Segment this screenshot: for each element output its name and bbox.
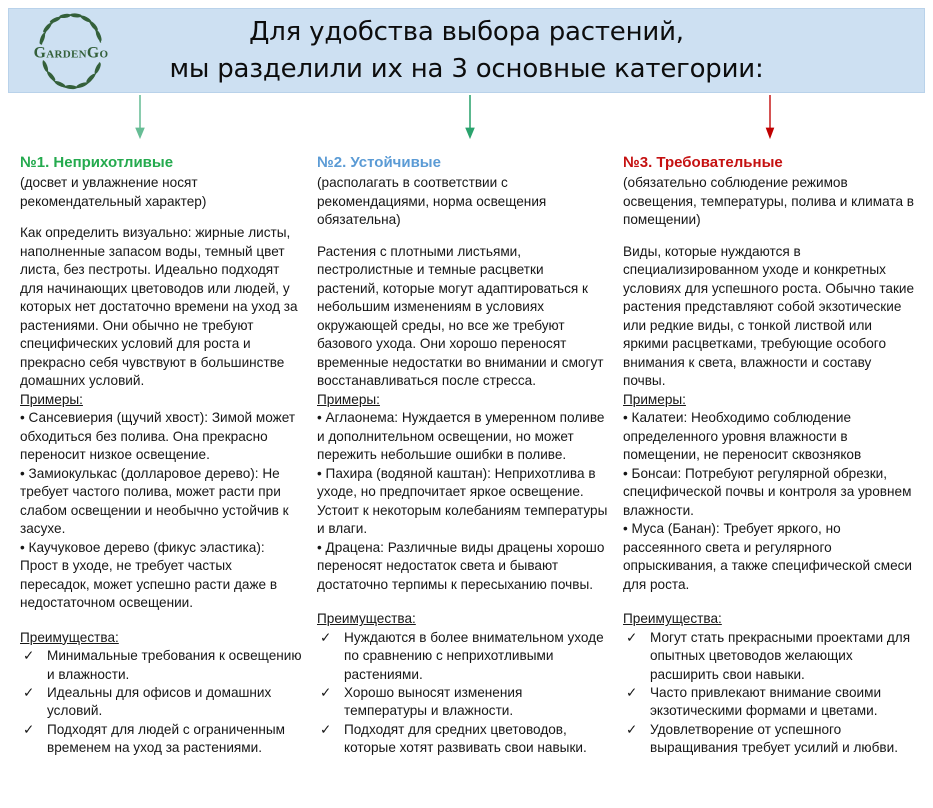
list-item: • Калатеи: Необходимо соблюдение определенного уровня влажности в помещении, не переносит сквозняков [623,409,916,464]
list-item: • Бонсаи: Потребуют регулярной обрезки, специфической почвы и контроля за уровнем влажности. [623,465,916,520]
list-item: • Замиокулькас (долларовое дерево): Не требует частого полива, может расти при слабом освещении и необычно устойчив к засухе. [20,465,303,539]
advantages-list [623,629,916,758]
list-item: ✓ Нуждаются в более внимательном уходе по сравнению с неприхотливыми растениями. [317,629,609,684]
list-item: ✓ Часто привлекают внимание своими экзотическими формами и цветами. [623,684,916,721]
list-item: • Каучуковое дерево (фикус эластика): Прост в уходе, не требует частых пересадок, может успешно расти даже в недостаточном освещении. [20,539,303,613]
category-columns [0,153,933,758]
category-heading: №1. Неприхотливые [20,154,174,171]
list-item: • Драцена: Различные виды драцены хорошо переносят недостаток света и бывают достаточно терпимы к пересыханию почвы. [317,539,609,594]
category-subtitle: (досвет и увлажнение носят рекомендательный характер) [20,175,207,209]
category-subtitle: (располагать в соответствии с рекомендациями, норма освещения обязательна) [317,175,547,228]
category-subtitle: (обязательно соблюдение режимов освещения, температуры, полива и климата в помещении) [623,175,915,228]
gardengo-logo [21,9,121,94]
down-arrow-icon [133,95,147,141]
list-item: ✓ Идеальны для офисов и домашних условий. [20,684,303,721]
category-column-1 [20,153,303,758]
list-item: ✓ Хорошо выносят изменения температуры и влажности. [317,684,609,721]
category-column-2 [317,153,609,758]
examples-label: Примеры: [623,391,686,407]
title-line-2: мы разделили их на 3 основные категории: [169,53,764,84]
down-arrow-icon [763,95,777,141]
title-line-1: Для удобства выбора растений, [249,16,684,47]
page-title [169,14,763,88]
category-description: Растения с плотными листьями, пестролистные и темные расцветки растений, которые могут адаптироваться к небольшим изменениям в условиях окружающей среды, но все же требуют базового ухода. Они хорошо переносят временные недостатки во внимании и смогут восстанавливаться после стресса. [317,243,604,389]
category-description: Виды, которые нуждаются в специализированном уходе и конкретных условиях для успешного роста. Обычно такие растения представляют собой экзотические или редкие виды, с тонкой листвой или яркими расцветками, требующие особого внимания к света, влажности и составу почвы. [623,243,915,389]
down-arrow-icon [463,95,477,141]
list-item: • Пахира (водяной каштан): Неприхотлива в уходе, но предпочитает яркое освещение. Устоит к некоторым колебаниям температуры и влаги. [317,465,609,539]
advantages-label: Преимущества: [20,629,119,645]
category-column-3 [623,153,916,758]
examples-label: Примеры: [317,391,380,407]
advantages-label: Преимущества: [317,611,416,627]
logo-text: GardenGo [33,44,109,62]
examples-list [20,409,303,612]
list-item: ✓ Минимальные требования к освещению и влажности. [20,647,303,684]
infographic-page [0,8,933,758]
category-heading: №2. Устойчивые [317,154,441,171]
list-item: ✓ Удовлетворение от успешного выращивания требует усилий и любви. [623,721,916,758]
examples-label: Примеры: [20,391,83,407]
list-item: ✓ Могут стать прекрасными проектами для опытных цветоводов желающих расширить свои навыки. [623,629,916,684]
examples-list [317,409,609,594]
advantages-label: Преимущества: [623,611,722,627]
list-item: • Сансевиерия (щучий хвост): Зимой может обходиться без полива. Она прекрасно переносит низкое освещение. [20,409,303,464]
examples-list [623,409,916,594]
list-item: • Муса (Банан): Требует яркого, но рассеянного света и регулярного опрыскивания, а также специфической смеси для роста. [623,520,916,594]
list-item: • Аглаонема: Нуждается в умеренном поливе и дополнительном освещении, но может пережить небольшие ошибки в поливе. [317,409,609,464]
header-banner [8,8,925,93]
laurel-wreath-icon [21,9,121,94]
list-item: ✓ Подходят для людей с ограниченным временем на уход за растениями. [20,721,303,758]
advantages-list [20,647,303,758]
category-heading: №3. Требовательные [623,154,783,171]
list-item: ✓ Подходят для средних цветоводов, которые хотят развивать свои навыки. [317,721,609,758]
category-description: Как определить визуально: жирные листы, наполненные запасом воды, темный цвет листа, без пестроты. Идеально подходят для начинающих цветоводов или людей, у которых нет достаточно времени на уход за растениями. Они обычно не требуют специфических условий для роста и прекрасно себя чувствуют в большинстве домашних условий. [20,225,298,389]
advantages-list [317,629,609,758]
arrow-row [0,93,933,143]
